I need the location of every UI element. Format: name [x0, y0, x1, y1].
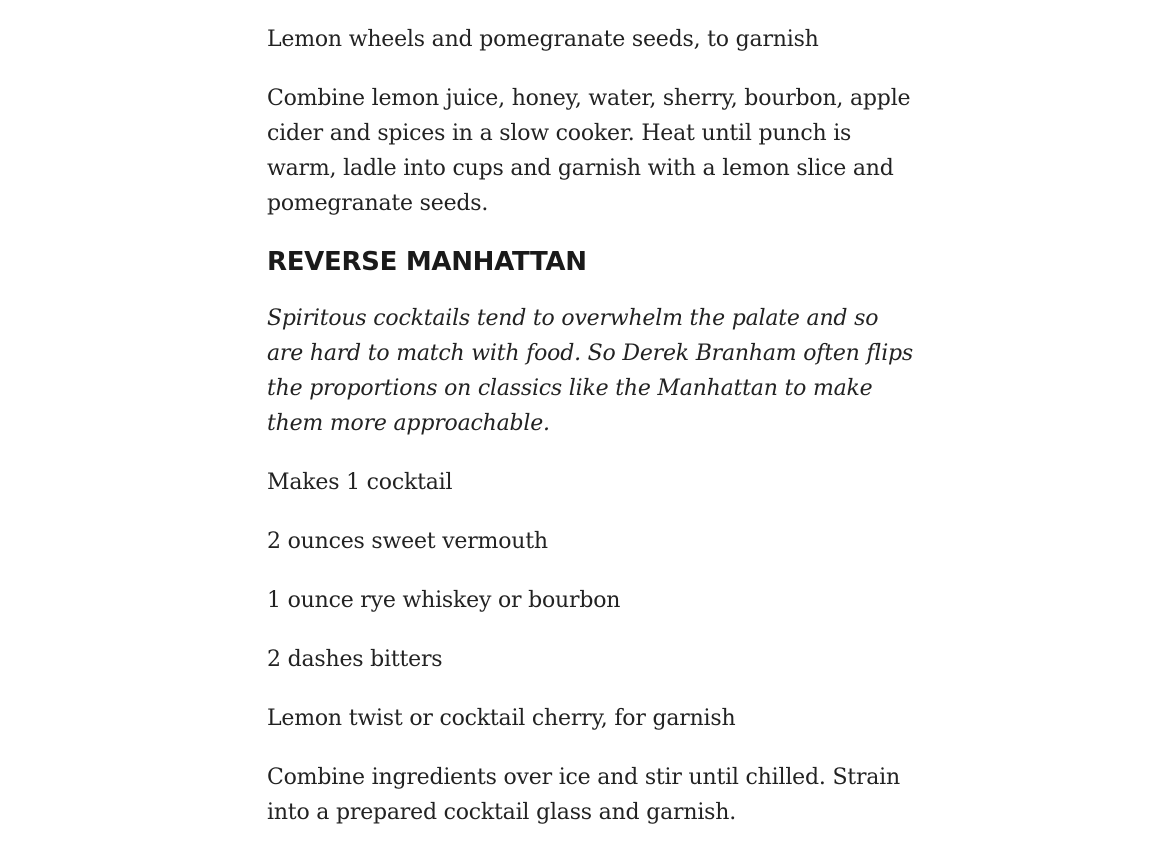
recipe-directions: Combine ingredients over ice and stir until chilled. Strain into a prepared cocktail glass and garnish.: [267, 765, 900, 825]
punch-directions: Combine lemon juice, honey, water, sherry, bourbon, apple cider and spices in a slow cooker. Heat until punch is warm, ladle into cups and garnish with a lemon slice and pomegranate seeds.: [267, 86, 911, 216]
ingredient-line: 2 dashes bitters: [267, 647, 443, 672]
recipe-yield: Makes 1 cocktail: [267, 470, 453, 495]
garnish-line: Lemon wheels and pomegranate seeds, to garnish: [267, 27, 819, 52]
recipe-intro: Spiritous cocktails tend to overwhelm the palate and so are hard to match with food. So Derek Branham often flips the proportions on classics like the Manhattan to make them more approachable.: [267, 306, 914, 436]
recipe-heading: REVERSE MANHATTAN: [267, 247, 587, 277]
ingredient-line: Lemon twist or cocktail cherry, for garnish: [267, 706, 736, 731]
ingredient-line: 2 ounces sweet vermouth: [267, 529, 548, 554]
article-body: [267, 22, 917, 854]
ingredient-line: 1 ounce rye whiskey or bourbon: [267, 588, 621, 613]
